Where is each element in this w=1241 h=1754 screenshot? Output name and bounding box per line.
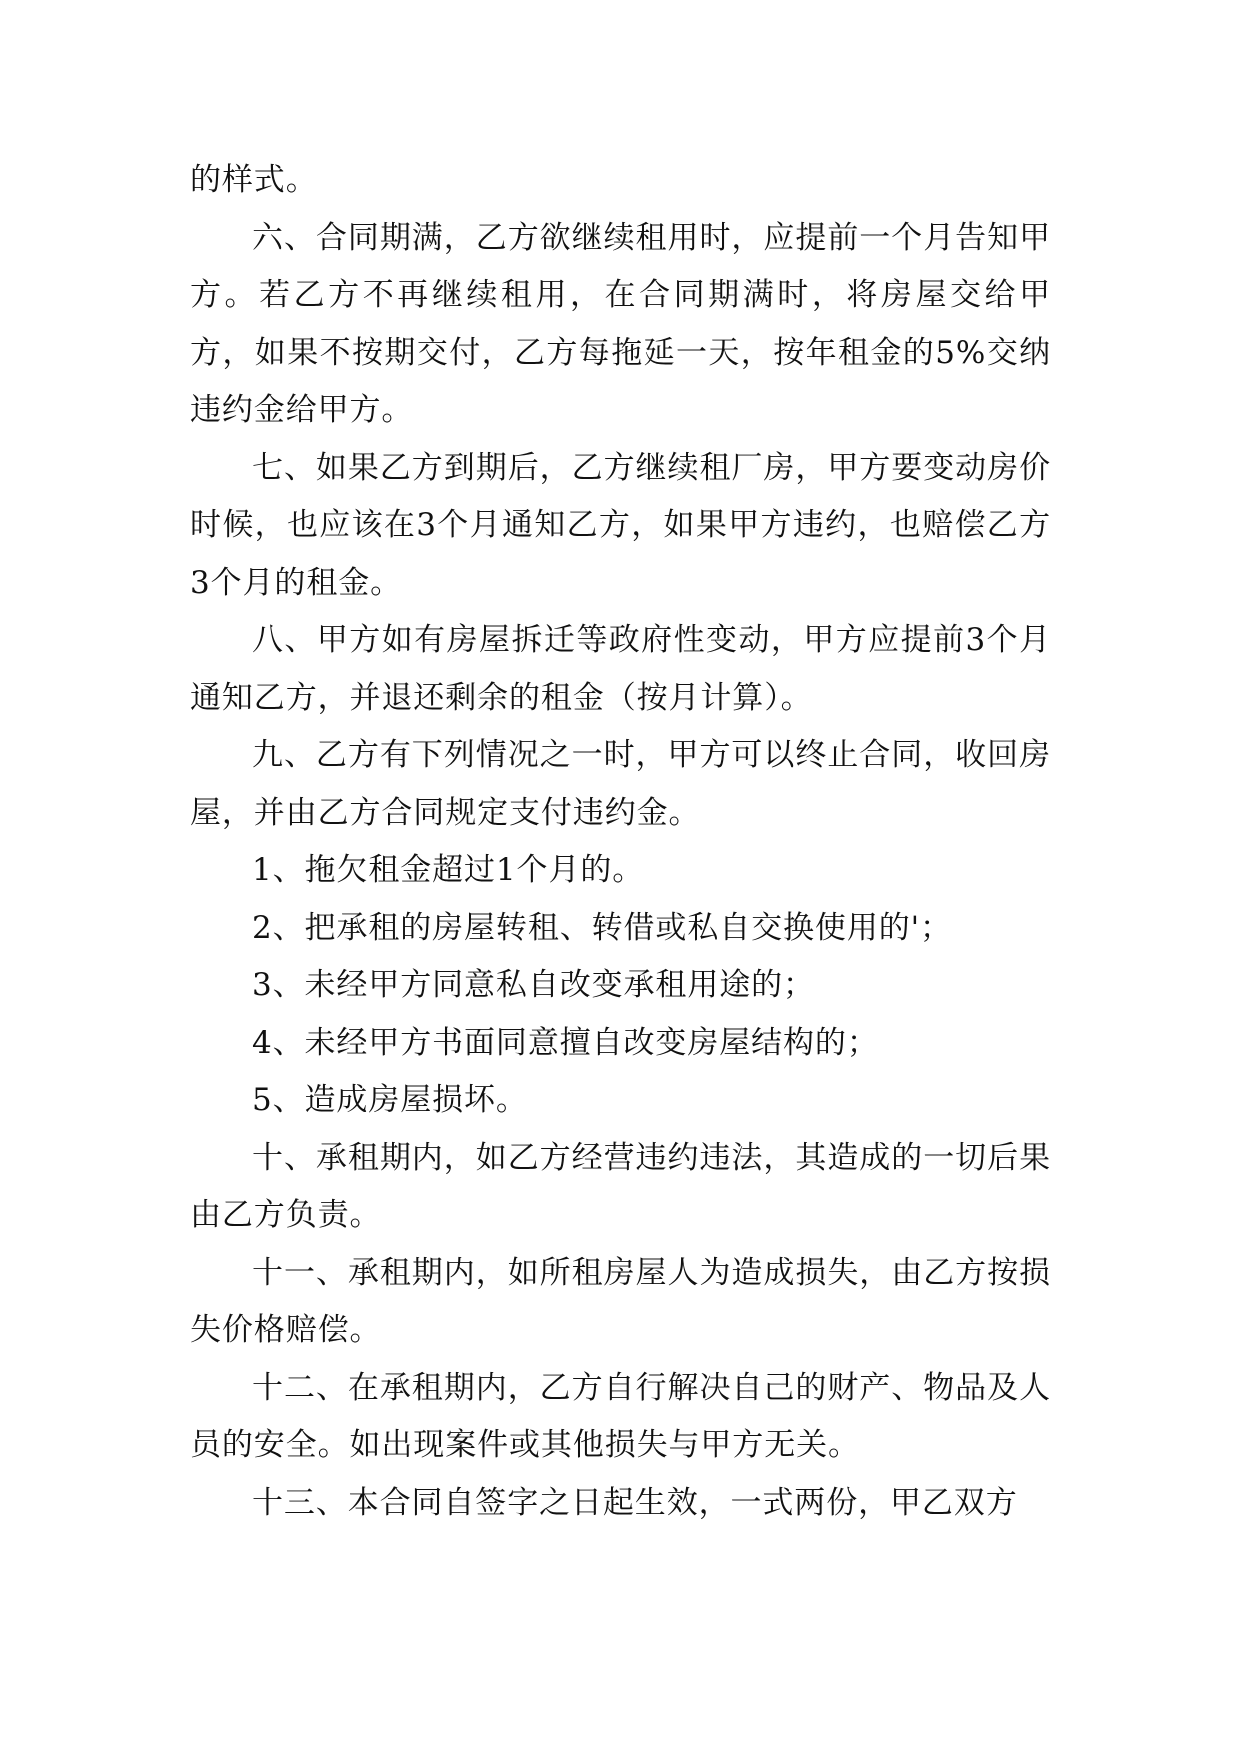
clause-10: 十、承租期内，如乙方经营违约违法，其造成的一切后果由乙方负责。 xyxy=(190,1139,1051,1233)
clause-9: 九、乙方有下列情况之一时，甲方可以终止合同，收回房屋，并由乙方合同规定支付违约金。 xyxy=(190,737,1051,831)
clause-11: 十一、承租期内，如所租房屋人为造成损失，由乙方按损失价格赔偿。 xyxy=(190,1254,1051,1348)
paragraph-continuation: 的样式。 xyxy=(190,162,318,198)
clause-9-item-5: 5、造成房屋损坏。 xyxy=(252,1082,528,1118)
clause-9-item-1: 1、拖欠租金超过1个月的。 xyxy=(252,852,645,888)
clause-9-item-3: 3、未经甲方同意私自改变承租用途的； xyxy=(252,967,815,1003)
clause-9-item-2: 2、把承租的房屋转租、转借或私自交换使用的'； xyxy=(252,909,952,946)
clause-8: 八、甲方如有房屋拆迁等政府性变动，甲方应提前3个月通知乙方，并退还剩余的租金（按月计算）。 xyxy=(190,622,1051,716)
clause-6: 六、合同期满，乙方欲继续租用时，应提前一个月告知甲方。若乙方不再继续租用，在合同期满时，将房屋交给甲方，如果不按期交付，乙方每拖延一天，按年租金的5%交纳违约金给甲方。 xyxy=(190,219,1051,428)
clause-9-item-4: 4、未经甲方书面同意擅自改变房屋结构的； xyxy=(252,1024,879,1061)
clause-7: 七、如果乙方到期后，乙方继续租厂房，甲方要变动房价时候，也应该在3个月通知乙方，如果甲方违约，也赔偿乙方3个月的租金。 xyxy=(190,449,1051,601)
clause-12: 十二、在承租期内，乙方自行解决自己的财产、物品及人员的安全。如出现案件或其他损失与甲方无关。 xyxy=(190,1369,1051,1463)
clause-13: 十三、本合同自签字之日起生效，一式两份，甲乙双方 xyxy=(252,1484,1018,1521)
document-body xyxy=(190,152,1051,1532)
